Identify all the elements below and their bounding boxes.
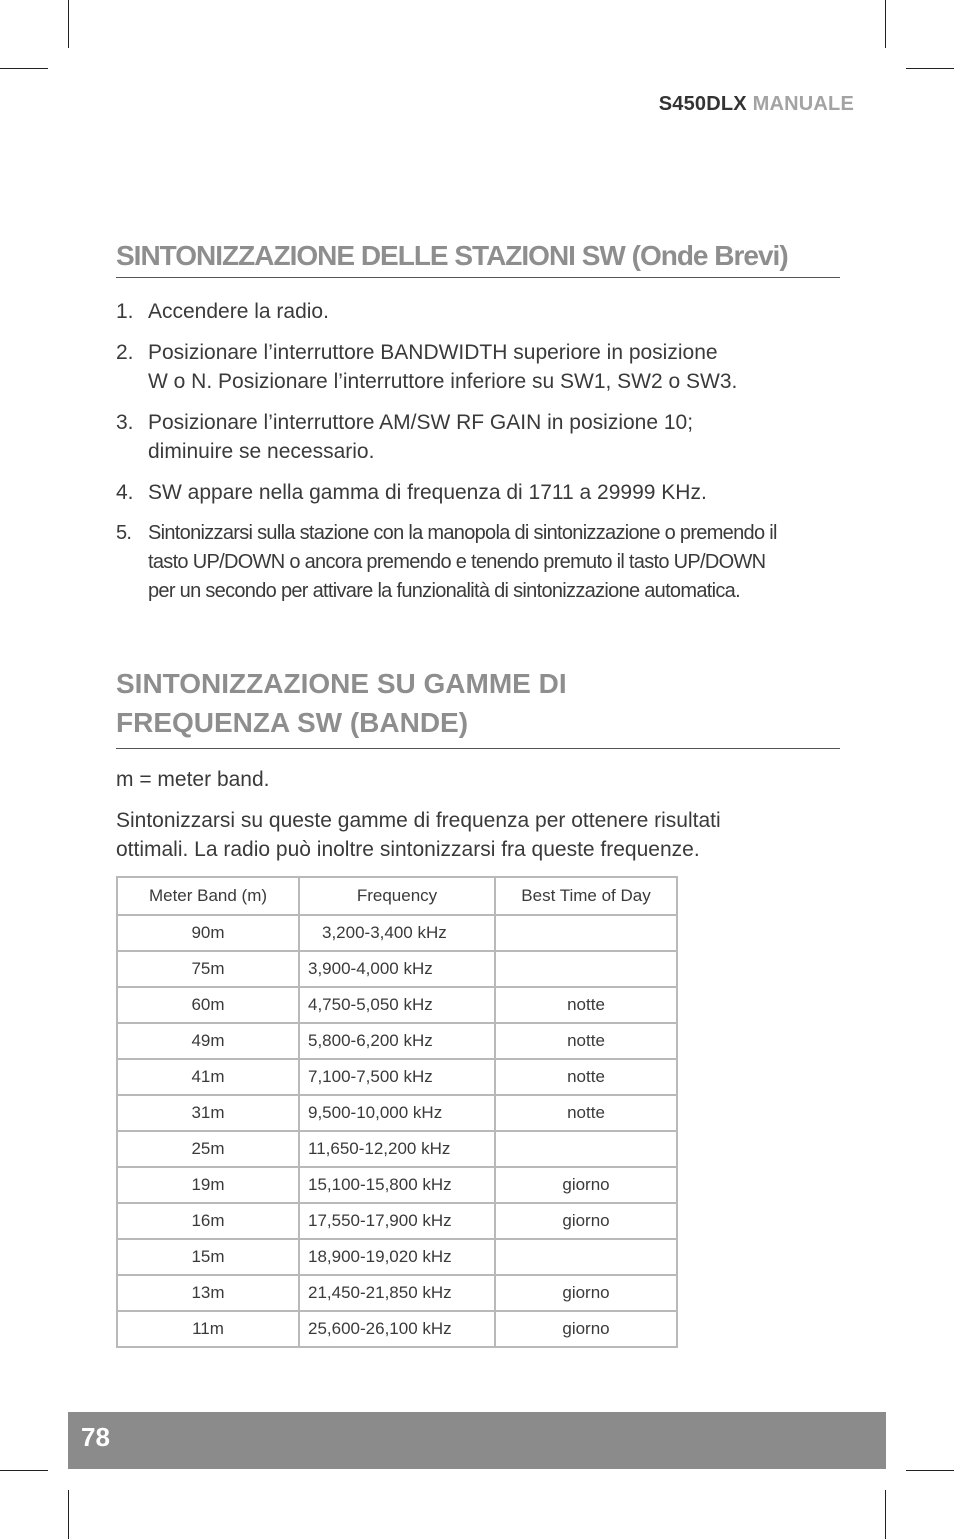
cell-best-time: notte	[495, 987, 677, 1023]
table-header-row	[117, 877, 677, 915]
cell-meter-band: 25m	[117, 1131, 299, 1167]
cell-frequency: 15,100-15,800 kHz	[299, 1167, 495, 1203]
table-row	[117, 1023, 677, 1059]
page-number: 78	[81, 1422, 110, 1452]
page-footer-bar	[68, 1412, 886, 1469]
cell-frequency: 17,550-17,900 kHz	[299, 1203, 495, 1239]
table-row	[117, 1311, 677, 1347]
cell-best-time: giorno	[495, 1275, 677, 1311]
cell-frequency: 4,750-5,050 kHz	[299, 987, 495, 1023]
section-title-line: FREQUENZA SW (BANDE)	[116, 707, 469, 738]
band-table	[116, 876, 678, 1348]
step-number: 5.	[116, 522, 132, 544]
column-header-frequency: Frequency	[299, 877, 495, 915]
list-item	[116, 338, 840, 396]
cell-meter-band: 16m	[117, 1203, 299, 1239]
section-title-rule	[116, 664, 840, 749]
cell-meter-band: 15m	[117, 1239, 299, 1275]
table-row	[117, 951, 677, 987]
cell-best-time	[495, 1239, 677, 1275]
step-number: 1.	[116, 300, 134, 323]
paragraph-line: Sintonizzarsi su queste gamme di frequenza per ottenere risultati	[116, 809, 721, 832]
paragraph-line: ottimali. La radio può inoltre sintonizzarsi fra queste frequenze.	[116, 838, 700, 861]
table-row	[117, 915, 677, 951]
list-item	[116, 478, 840, 507]
cell-meter-band: 19m	[117, 1167, 299, 1203]
cell-meter-band: 11m	[117, 1311, 299, 1347]
column-header-best-time: Best Time of Day	[495, 877, 677, 915]
table-row	[117, 1167, 677, 1203]
cell-frequency: 3,200-3,400 kHz	[299, 915, 495, 951]
cell-frequency: 25,600-26,100 kHz	[299, 1311, 495, 1347]
column-header-meter-band: Meter Band (m)	[117, 877, 299, 915]
table-row	[117, 1095, 677, 1131]
step-text-line: tasto UP/DOWN o ancora premendo e tenendo premuto il tasto UP/DOWN	[148, 551, 766, 573]
step-number: 4.	[116, 481, 134, 504]
cell-frequency: 11,650-12,200 kHz	[299, 1131, 495, 1167]
cell-meter-band: 75m	[117, 951, 299, 987]
table-row	[117, 1239, 677, 1275]
cell-frequency: 7,100-7,500 kHz	[299, 1059, 495, 1095]
cell-frequency: 18,900-19,020 kHz	[299, 1239, 495, 1275]
cell-frequency: 3,900-4,000 kHz	[299, 951, 495, 987]
model-name: S450DLX	[658, 93, 747, 115]
section-title: SINTONIZZAZIONE DELLE STAZIONI SW (Onde Brevi)	[116, 240, 788, 271]
steps-list	[116, 297, 840, 606]
crop-mark	[68, 1490, 69, 1539]
cell-frequency: 21,450-21,850 kHz	[299, 1275, 495, 1311]
crop-mark	[68, 0, 69, 48]
list-item	[116, 408, 840, 466]
cell-best-time: giorno	[495, 1203, 677, 1239]
manual-label: MANUALE	[752, 93, 854, 115]
step-text-line: Sintonizzarsi sulla stazione con la manopola di sintonizzazione o premendo il	[148, 522, 777, 544]
crop-mark	[885, 1490, 886, 1539]
crop-mark	[0, 68, 48, 69]
cell-best-time	[495, 1131, 677, 1167]
cell-best-time: notte	[495, 1059, 677, 1095]
crop-mark	[906, 68, 954, 69]
cell-meter-band: 31m	[117, 1095, 299, 1131]
cell-meter-band: 49m	[117, 1023, 299, 1059]
section-title	[116, 664, 840, 742]
step-text: SW appare nella gamma di frequenza di 1711 a 29999 KHz.	[148, 481, 707, 504]
section-title-rule	[116, 238, 840, 278]
step-number: 3.	[116, 411, 134, 434]
crop-mark	[885, 0, 886, 48]
table-row	[117, 1275, 677, 1311]
table-row	[117, 1059, 677, 1095]
section-sw-tuning	[116, 238, 840, 618]
cell-best-time: giorno	[495, 1311, 677, 1347]
step-text-line: per un secondo per attivare la funzionalità di sintonizzazione automatica.	[148, 580, 740, 602]
section-sw-bands	[116, 664, 840, 864]
section-title-line: SINTONIZZAZIONE SU GAMME DI	[116, 668, 567, 699]
cell-meter-band: 90m	[117, 915, 299, 951]
table-row	[117, 1131, 677, 1167]
running-header	[659, 93, 854, 116]
cell-meter-band: 13m	[117, 1275, 299, 1311]
cell-frequency: 9,500-10,000 kHz	[299, 1095, 495, 1131]
list-item	[116, 297, 840, 326]
step-text-line: Posizionare l’interruttore AM/SW RF GAIN in posizione 10;	[148, 411, 694, 434]
table-row	[117, 987, 677, 1023]
step-text-line: Posizionare l’interruttore BANDWIDTH superiore in posizione	[148, 341, 718, 364]
step-text: Accendere la radio.	[148, 300, 329, 323]
cell-frequency: 5,800-6,200 kHz	[299, 1023, 495, 1059]
crop-mark	[906, 1470, 954, 1471]
crop-mark	[0, 1470, 48, 1471]
step-text-line: W o N. Posizionare l’interruttore inferiore su SW1, SW2 o SW3.	[148, 370, 738, 393]
step-number: 2.	[116, 341, 134, 364]
intro-paragraph	[116, 806, 840, 864]
cell-best-time: notte	[495, 1023, 677, 1059]
cell-best-time	[495, 951, 677, 987]
meter-band-note: m = meter band.	[116, 768, 270, 791]
list-item	[116, 519, 840, 606]
table-row	[117, 1203, 677, 1239]
cell-meter-band: 60m	[117, 987, 299, 1023]
cell-best-time: giorno	[495, 1167, 677, 1203]
cell-best-time	[495, 915, 677, 951]
step-text-line: diminuire se necessario.	[148, 440, 375, 463]
cell-meter-band: 41m	[117, 1059, 299, 1095]
cell-best-time: notte	[495, 1095, 677, 1131]
